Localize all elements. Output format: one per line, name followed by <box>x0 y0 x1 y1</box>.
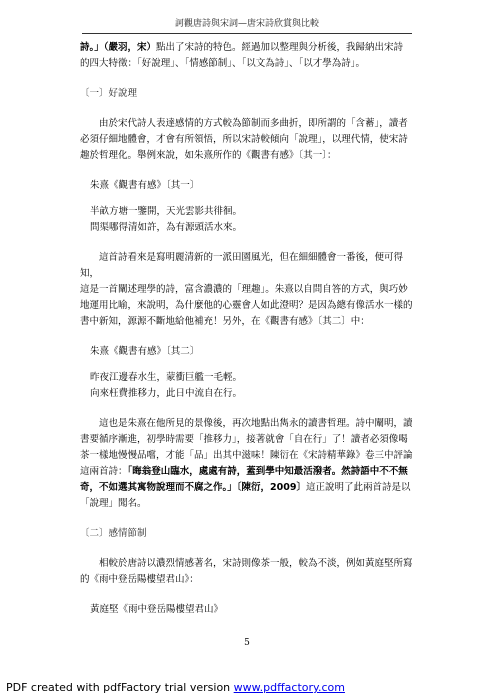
quote-3-title: 黃庭堅《雨中登岳陽樓望君山》 <box>90 604 224 615</box>
quote-2-verse-1: 昨夜江邊春水生，蒙衝巨艦一毛輕。 <box>90 372 243 383</box>
paragraph-3-line-4: 書中新知，源源不斷地給他補充！另外，在《觀書有感》〔其二〕中： <box>80 316 370 327</box>
paragraph-1-line-1: 點出了宋詩的特色。經過加以整理與分析後，我歸納出宋詩 <box>156 42 404 53</box>
paragraph-5-line-2: 的《雨中登岳陽樓望君山》： <box>80 574 199 585</box>
header-rule <box>82 33 412 34</box>
paragraph-4-line-1: 這也是朱熹在他所見的景像後，再次地點出雋永的讀書哲理。詩中闡明，讀 <box>99 418 413 429</box>
quote-2-verse-2: 向來枉費推移力，此日中流自在行。 <box>90 388 243 399</box>
paragraph-5 <box>80 556 416 588</box>
paragraph-5-line-1: 相較於唐詩以濃烈情感著名，宋詩則像茶一般，較為不淡，例如黃庭堅所寫 <box>99 558 413 569</box>
quote-1-verse-1: 半畝方塘一鑒開，天光雲影共徘徊。 <box>90 206 243 217</box>
paragraph-4-line-2: 書要循序漸進，初學時需要「推移力」，接著就會「自在行」了！讀者必須像喝 <box>80 434 408 445</box>
page-number: 5 <box>244 638 250 648</box>
quote-1-verse-2: 問渠哪得清如許，為有源頭活水來。 <box>90 222 243 233</box>
paragraph-3 <box>80 250 416 330</box>
footer-text: PDF created with pdfFactory trial version <box>6 681 234 694</box>
quotation-bold-1: 「晦翁登山臨水，處處有詩，蓋到學中知最活潑者。然詩語中不不無 <box>127 466 408 477</box>
paragraph-3-line-1: 這首詩看來是寫明麗清新的一派田園風光，但在細細體會一番後，便可得知， <box>80 252 404 279</box>
page-body <box>80 40 416 618</box>
paragraph-2-line-1: 由於宋代詩人表達感情的方式較為節制而多曲折，即所謂的「含蓄」，讀者 <box>99 118 408 129</box>
paragraph-4 <box>80 416 416 512</box>
quote-2-title: 朱熹《觀書有感》〔其二〕 <box>90 346 200 357</box>
paragraph-4-line-3: 茶一樣地慢慢品嚐，才能「品」出其中滋味！陳衍在《宋詩精華錄》卷三中評論 <box>80 450 413 461</box>
pdf-footer <box>6 681 345 694</box>
running-header: 訶觀唐詩與宋詞—唐宋詩欣賞與比較 <box>174 19 319 29</box>
paragraph-1 <box>80 40 416 72</box>
quote-2-verse <box>80 370 416 402</box>
paragraph-2-line-2: 必須仔細地體會，才會有所領悟，所以宋詩較傾向「說理」，以理代情，使宋詩 <box>80 134 408 145</box>
paragraph-3-line-2: 這是一首闡述理學的詩，富含濃濃的「理趣」。朱熹以自問自答的方式，與巧妙 <box>80 284 408 295</box>
paragraph-2-line-3: 趣於哲理化。舉例來說，如朱熹所作的《觀書有感》〔其一〕： <box>80 150 337 161</box>
section-heading-1: 〔一〕好說理 <box>80 88 138 99</box>
citation-bold: 詩。」（嚴羽，宋） <box>80 42 157 53</box>
footer-link[interactable]: www.pdffactory.com <box>233 681 345 694</box>
paragraph-2 <box>80 116 416 164</box>
paragraph-3-line-3: 地運用比喻，來說明，為什麼他的心靈會人如此澄明？是因為總有像活水一樣的 <box>80 300 413 311</box>
paragraph-4-line-6: 「說理」聞名。 <box>80 498 147 509</box>
quotation-bold-2: 奇，不如選其寓物說理而不腐之作。」〔陳衍，2009〕 <box>80 482 306 493</box>
quote-1-verse <box>80 204 416 236</box>
paragraph-1-line-2: 的四大特徵：「好說理」、「情感節制」、「以文為詩」、「以才學為詩」。 <box>80 58 366 69</box>
quote-1-title: 朱熹《觀書有感》〔其一〕 <box>90 180 200 191</box>
paragraph-4-line-4-lead: 這兩首詩： <box>80 466 128 477</box>
paragraph-4-line-5-tail: 這正說明了此兩首詩是以 <box>305 482 411 493</box>
section-heading-2: 〔二〕感情節制 <box>80 528 147 539</box>
